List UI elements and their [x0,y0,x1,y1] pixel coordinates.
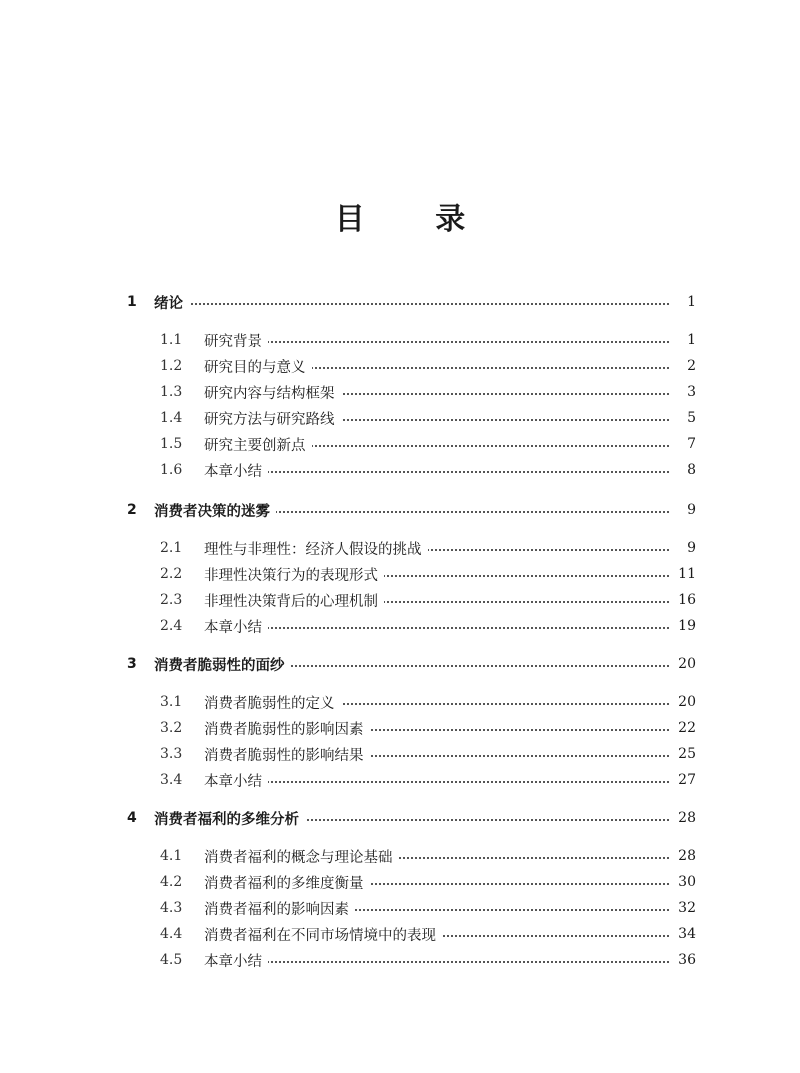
section-number: 3.1 [160,694,183,710]
toc-section-row[interactable] [0,844,800,868]
section-title: 本章小结 [204,950,268,971]
section-number: 4.5 [160,952,183,968]
dot-leader [180,303,676,305]
chapter-number: 2 [127,502,137,518]
section-number: 3.4 [160,772,183,788]
chapter-page-number: 9 [670,502,696,518]
dot-leader [204,961,676,963]
section-number: 3.3 [160,746,183,762]
section-number: 4.3 [160,900,183,916]
section-number: 2.1 [160,540,183,556]
dot-leader [204,341,676,343]
section-title: 消费者福利的多维度衡量 [204,872,370,893]
section-page-number: 2 [670,358,696,374]
section-page-number: 1 [670,332,696,348]
toc-section-row[interactable] [0,896,800,920]
section-number: 2.3 [160,592,183,608]
section-page-number: 27 [670,772,696,788]
chapter-page-number: 20 [670,656,696,672]
section-number: 1.2 [160,358,183,374]
section-title: 研究目的与意义 [204,356,312,377]
section-title: 本章小结 [204,770,268,791]
page-title: 目 录 [334,202,496,237]
toc-section-row[interactable] [0,690,800,714]
toc-section-row[interactable] [0,922,800,946]
section-title: 理性与非理性：经济人假设的挑战 [204,538,428,559]
toc-section-row[interactable] [0,536,800,560]
section-title: 研究背景 [204,330,268,351]
section-title: 非理性决策行为的表现形式 [204,564,384,585]
section-number: 2.2 [160,566,183,582]
toc-section-row[interactable] [0,716,800,740]
toc-section-row[interactable] [0,948,800,972]
section-title: 研究方法与研究路线 [204,408,341,429]
chapter-title: 消费者福利的多维分析 [154,808,305,829]
toc-section-row[interactable] [0,870,800,894]
section-number: 1.4 [160,410,183,426]
section-number: 4.1 [160,848,183,864]
dot-leader [204,471,676,473]
section-page-number: 11 [670,566,696,582]
section-title: 本章小结 [204,616,268,637]
section-page-number: 16 [670,592,696,608]
section-number: 1.1 [160,332,183,348]
section-number: 1.6 [160,462,183,478]
section-title: 研究内容与结构框架 [204,382,341,403]
section-title: 研究主要创新点 [204,434,312,455]
section-title: 本章小结 [204,460,268,481]
section-page-number: 19 [670,618,696,634]
section-title: 消费者脆弱性的影响因素 [204,718,370,739]
toc-section-row[interactable] [0,354,800,378]
toc-section-row[interactable] [0,328,800,352]
section-page-number: 9 [670,540,696,556]
section-number: 4.2 [160,874,183,890]
toc-section-row[interactable] [0,588,800,612]
toc-section-row[interactable] [0,742,800,766]
section-number: 1.5 [160,436,183,452]
section-title: 消费者福利的概念与理论基础 [204,846,399,867]
section-page-number: 20 [670,694,696,710]
toc-section-row[interactable] [0,458,800,482]
dot-leader [204,781,676,783]
section-page-number: 8 [670,462,696,478]
toc-chapter-row[interactable] [0,290,800,314]
chapter-number: 3 [127,656,137,672]
section-title: 消费者福利的影响因素 [204,898,355,919]
section-number: 2.4 [160,618,183,634]
chapter-page-number: 1 [670,294,696,310]
chapter-number: 4 [127,810,137,826]
toc-section-row[interactable] [0,614,800,638]
section-title: 非理性决策背后的心理机制 [204,590,384,611]
section-page-number: 28 [670,848,696,864]
section-title: 消费者脆弱性的影响结果 [204,744,370,765]
chapter-title: 消费者决策的迷雾 [154,500,276,521]
section-page-number: 36 [670,952,696,968]
toc-section-row[interactable] [0,380,800,404]
section-page-number: 7 [670,436,696,452]
section-number: 4.4 [160,926,183,942]
toc-chapter-row[interactable] [0,498,800,522]
section-page-number: 30 [670,874,696,890]
toc-section-row[interactable] [0,406,800,430]
section-page-number: 34 [670,926,696,942]
dot-leader [204,627,676,629]
chapter-number: 1 [127,294,137,310]
chapter-title: 绪论 [154,292,189,313]
section-page-number: 32 [670,900,696,916]
section-title: 消费者福利在不同市场情境中的表现 [204,924,442,945]
toc-section-row[interactable] [0,768,800,792]
toc-section-row[interactable] [0,562,800,586]
toc-chapter-row[interactable] [0,652,800,676]
chapter-page-number: 28 [670,810,696,826]
section-number: 3.2 [160,720,183,736]
section-page-number: 3 [670,384,696,400]
toc-section-row[interactable] [0,432,800,456]
section-title: 消费者脆弱性的定义 [204,692,341,713]
toc-chapter-row[interactable] [0,806,800,830]
chapter-title: 消费者脆弱性的面纱 [154,654,291,675]
section-page-number: 22 [670,720,696,736]
section-number: 1.3 [160,384,183,400]
section-page-number: 5 [670,410,696,426]
section-page-number: 25 [670,746,696,762]
